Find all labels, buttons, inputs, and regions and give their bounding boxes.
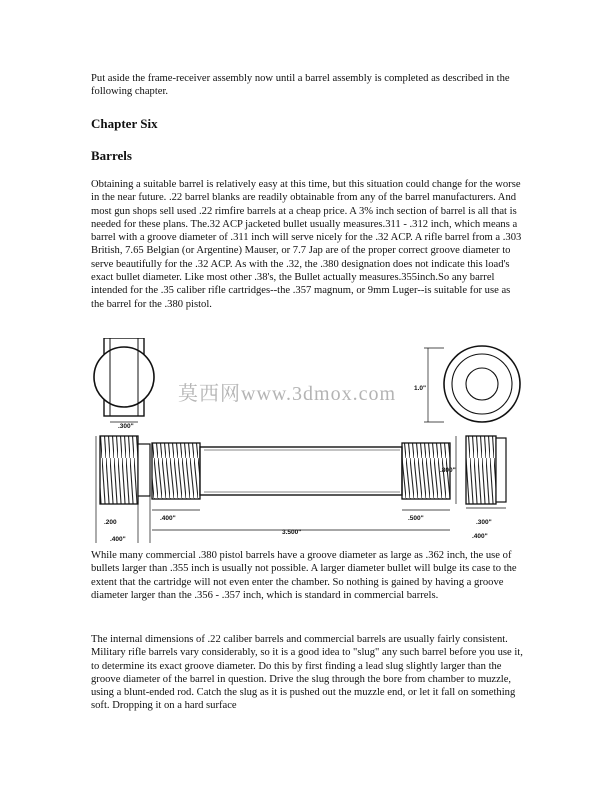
body-paragraph-3: The internal dimensions of .22 caliber barrels and commercial barrels are usually fairly consistent. Military rifle barrels vary considerably, so it is a good idea to "slug" any such barrel before you use it, to determine its exact groove diameter. Do this by first finding a lead slug slightly larger than the groove diameter of the barrel in question. Drive the slug through the bore from chamber to muzzle, using a blunt-ended rod. Catch the slug as it is pushed out the muzzle end, or let it fall on something soft. Dropping it on a hard surface: [91, 634, 523, 712]
dim-overall-length: 3.500": [282, 529, 302, 536]
dim-collar-width: .300": [476, 519, 492, 526]
chapter-heading: Chapter Six: [91, 116, 158, 131]
barrel-diagram: [90, 338, 530, 548]
ring-end-view: [414, 346, 520, 422]
barrel-side-view: [152, 443, 450, 536]
dim-nut-length: .200: [104, 519, 117, 526]
end-view-left: [94, 338, 154, 430]
dim-collar-dia: .800": [440, 467, 456, 474]
left-nut: [96, 436, 150, 543]
watermark-text: 莫西网www.3dmox.com: [178, 383, 397, 405]
dim-left-thread: .400": [160, 515, 176, 522]
dim-right-thread: .500": [408, 515, 424, 522]
dim-collar-total: .400": [472, 533, 488, 540]
dim-end-view-width: .300": [118, 423, 134, 430]
dim-ring-height: 1.0": [414, 385, 427, 392]
intro-paragraph: Put aside the frame-receiver assembly now until a barrel assembly is completed as described in the following chapter.: [91, 73, 510, 98]
section-heading: Barrels: [91, 148, 132, 163]
body-paragraph-1: Obtaining a suitable barrel is relatively easy at this time, but this situation could change for the worse in the near future. .22 barrel blanks are readily obtainable from any of the barrel manufacturers. And most gun shops sell used .22 rimfire barrels at a cheap price. A 3% inch section of barrel is all that is needed for these plans. The.32 ACP jacketed bullet usually measures.311 - .312 inch, which means a barrel with a groove diameter of .311 inch will serve nicely for the .32 ACP. A rifle barrel from a .303 British, 7.65 Belgian (or Argentine) Mauser, or 7.7 Jap are of the proper correct groove diameter to serve beautifully for the .32 ACP. As with the .32, the .380 designation does not indicate this load's exact bullet diameter. Like most other .38's, the Bullet actually measures.355inch.So any barrel intended for the .35 caliber rifle cartridges--the .357 magnum, or 9mm Luger--is suitable for use as the barrel for the .380 pistol.: [91, 179, 522, 310]
body-paragraph-2: While many commercial .380 pistol barrels have a groove diameter as large as .362 inch, the use of bullets larger than .355 inch is usually not possible. A larger diameter bullet will bulge its case to the extent that the cartridge will not even enter the chamber. So nothing is gained by having a groove diameter larger than the .356 - .357 inch, which is standard in commercial barrels.: [91, 550, 517, 601]
dim-nut-total: .400": [110, 536, 126, 543]
